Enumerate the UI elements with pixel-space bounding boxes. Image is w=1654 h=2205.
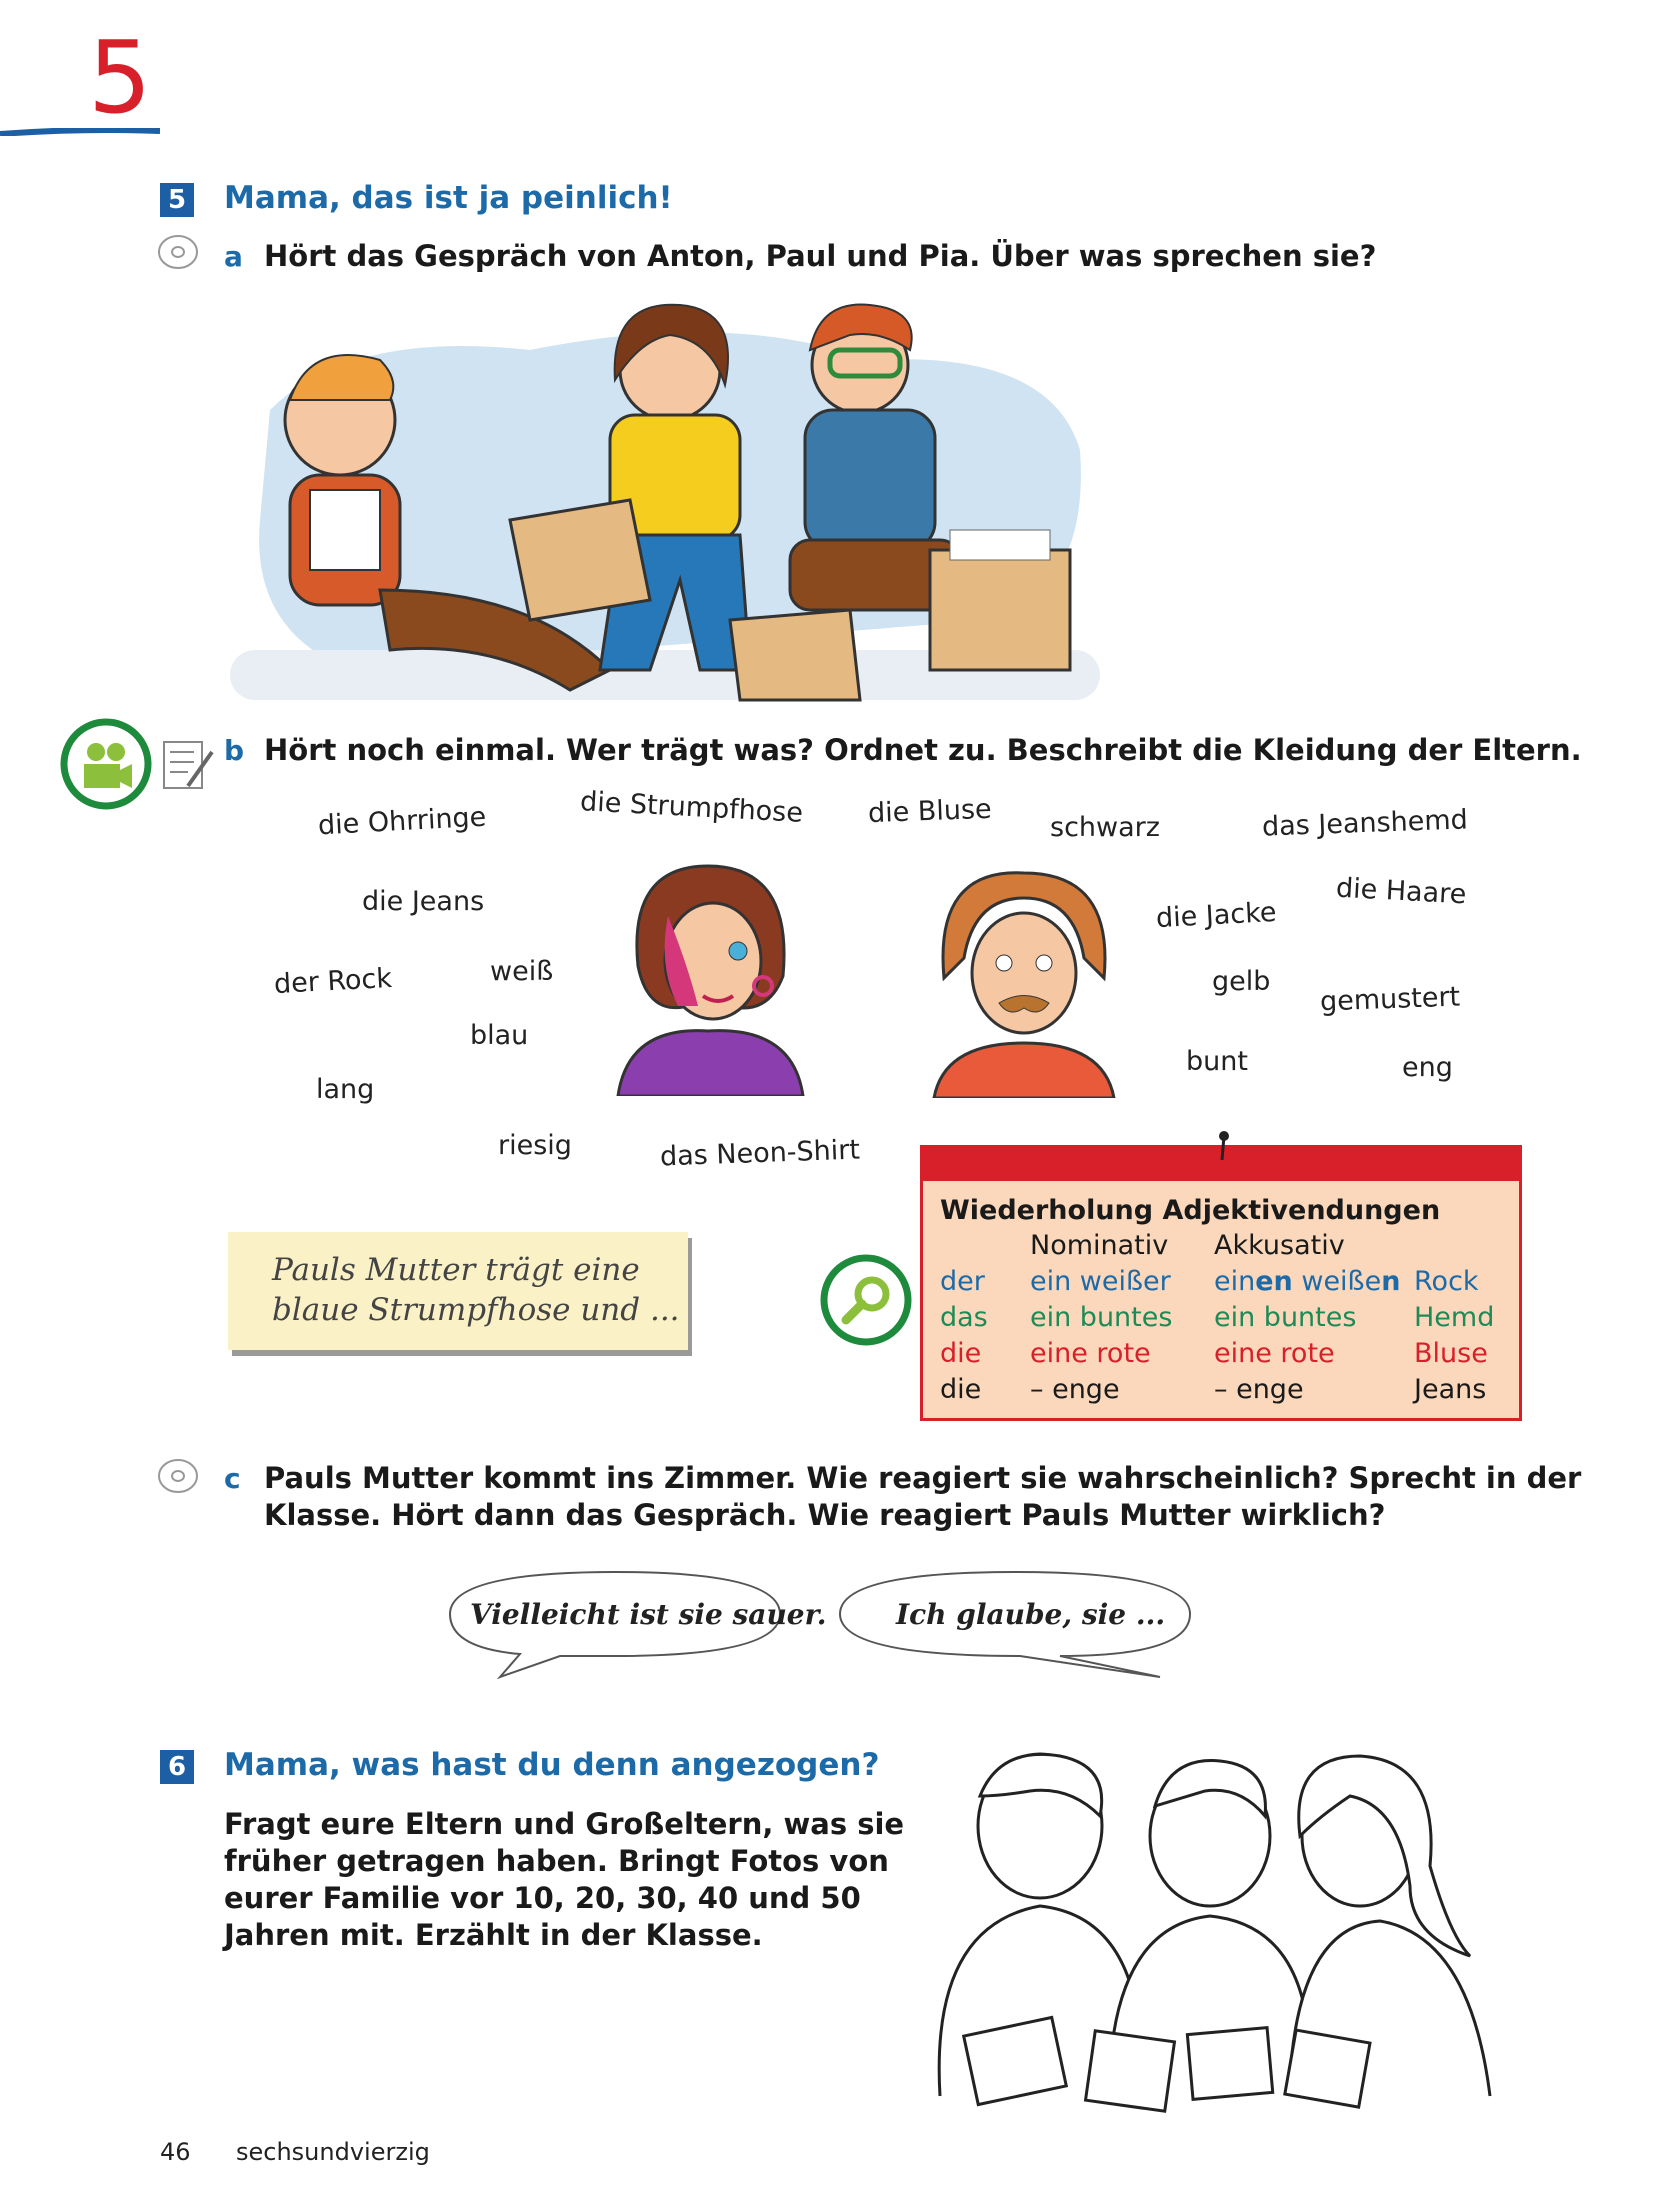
chapter-number: 5 (88, 19, 152, 136)
teens-looking-at-photos-illustration (910, 1736, 1510, 2116)
chapter-underline (0, 128, 160, 136)
task-5a-instruction: Hört das Gespräch von Anton, Paul und Pia. Über was sprechen sie? (264, 239, 1377, 273)
grammar-magnifier-icon[interactable] (820, 1254, 912, 1346)
cd-icon[interactable] (156, 1456, 200, 1496)
word-bluse: die Bluse (867, 793, 993, 830)
word-strumpfhose: die Strumpfhose (579, 786, 804, 829)
task-6-line-3: eurer Familie vor 10, 20, 30, 40 und 50 (224, 1881, 861, 1915)
mother-portrait (608, 856, 808, 1096)
page-number-word: sechsundvierzig (236, 2138, 430, 2166)
grammar-akk-plural: – enge (1214, 1374, 1304, 1405)
task-5c-letter: c (224, 1462, 241, 1495)
grammar-noun-jeans: Jeans (1414, 1374, 1487, 1405)
word-jeans: die Jeans (362, 886, 485, 917)
grammar-akk-die: eine rote (1214, 1338, 1335, 1369)
word-eng: eng (1402, 1052, 1453, 1083)
grammar-article-die-plural: die (940, 1374, 982, 1405)
grammar-noun-hemd: Hemd (1414, 1302, 1495, 1333)
task-5c-line-2: Klasse. Hört dann das Gespräch. Wie reagiert Pauls Mutter wirklich? (264, 1498, 1386, 1532)
grammar-nom-der: ein weißer (1030, 1266, 1171, 1297)
word-weiss: weiß (490, 956, 554, 987)
task-6-instruction (224, 1806, 904, 1954)
word-ohrringe: die Ohrringe (317, 801, 487, 842)
word-bunt: bunt (1186, 1046, 1248, 1077)
task-6-title: Mama, was hast du denn angezogen? (224, 1747, 880, 1783)
word-neon-shirt: das Neon-Shirt (659, 1134, 861, 1173)
task-6-line-1: Fragt eure Eltern und Großeltern, was sie (224, 1807, 905, 1841)
task-6-line-2: früher getragen haben. Bringt Fotos von (224, 1844, 889, 1878)
page-number: 46 (160, 2138, 191, 2166)
grammar-nom-die: eine rote (1030, 1338, 1151, 1369)
teens-sorting-boxes-illustration (230, 290, 1100, 710)
word-jeanshemd: das Jeanshemd (1261, 804, 1469, 843)
word-gelb: gelb (1212, 966, 1271, 997)
grammar-nom-das: ein buntes (1030, 1302, 1173, 1333)
example-note-line-2: blaue Strumpfhose und ... (272, 1292, 680, 1328)
example-note-text (272, 1250, 680, 1330)
word-schwarz: schwarz (1050, 812, 1160, 843)
cd-icon[interactable] (156, 232, 200, 272)
word-blau: blau (470, 1020, 529, 1051)
word-jacke: die Jacke (1155, 896, 1278, 935)
word-rock: der Rock (273, 962, 393, 1001)
grammar-article-die: die (940, 1338, 982, 1369)
word-gemustert: gemustert (1319, 981, 1461, 1018)
task-6-badge: 6 (160, 1750, 194, 1784)
grammar-noun-bluse: Bluse (1414, 1338, 1488, 1369)
task-6-line-4: Jahren mit. Erzählt in der Klasse. (224, 1918, 763, 1952)
grammar-akk-das: ein buntes (1214, 1302, 1357, 1333)
speech-bubble-2: Ich glaube, sie ... (896, 1598, 1166, 1631)
father-portrait (924, 858, 1124, 1098)
grammar-akk-der: einen weißen (1214, 1266, 1401, 1297)
task-5c-line-1: Pauls Mutter kommt ins Zimmer. Wie reagiert sie wahrscheinlich? Sprecht in der (264, 1461, 1582, 1495)
grammar-article-das: das (940, 1302, 988, 1333)
task-5-title: Mama, das ist ja peinlich! (224, 180, 673, 216)
word-haare: die Haare (1335, 872, 1468, 911)
example-note-line-1: Pauls Mutter trägt eine (272, 1252, 640, 1288)
pin-icon (1214, 1128, 1234, 1164)
grammar-header-nominativ: Nominativ (1030, 1230, 1169, 1261)
word-lang: lang (316, 1074, 375, 1105)
grammar-header-akkusativ: Akkusativ (1214, 1230, 1345, 1261)
write-icon (158, 736, 218, 796)
grammar-noun-rock: Rock (1414, 1266, 1479, 1297)
video-icon[interactable] (60, 718, 152, 810)
task-5c-instruction (264, 1460, 1581, 1534)
task-5-badge: 5 (160, 183, 194, 217)
speech-bubble-1: Vielleicht ist sie sauer. (470, 1598, 827, 1631)
task-5b-instruction: Hört noch einmal. Wer trägt was? Ordnet zu. Beschreibt die Kleidung der Eltern. (264, 733, 1582, 767)
task-5a-letter: a (224, 240, 243, 273)
grammar-title: Wiederholung Adjektivendungen (940, 1195, 1441, 1226)
grammar-nom-plural: – enge (1030, 1374, 1120, 1405)
word-riesig: riesig (498, 1130, 572, 1161)
task-5b-letter: b (224, 734, 245, 767)
grammar-article-der: der (940, 1266, 985, 1297)
